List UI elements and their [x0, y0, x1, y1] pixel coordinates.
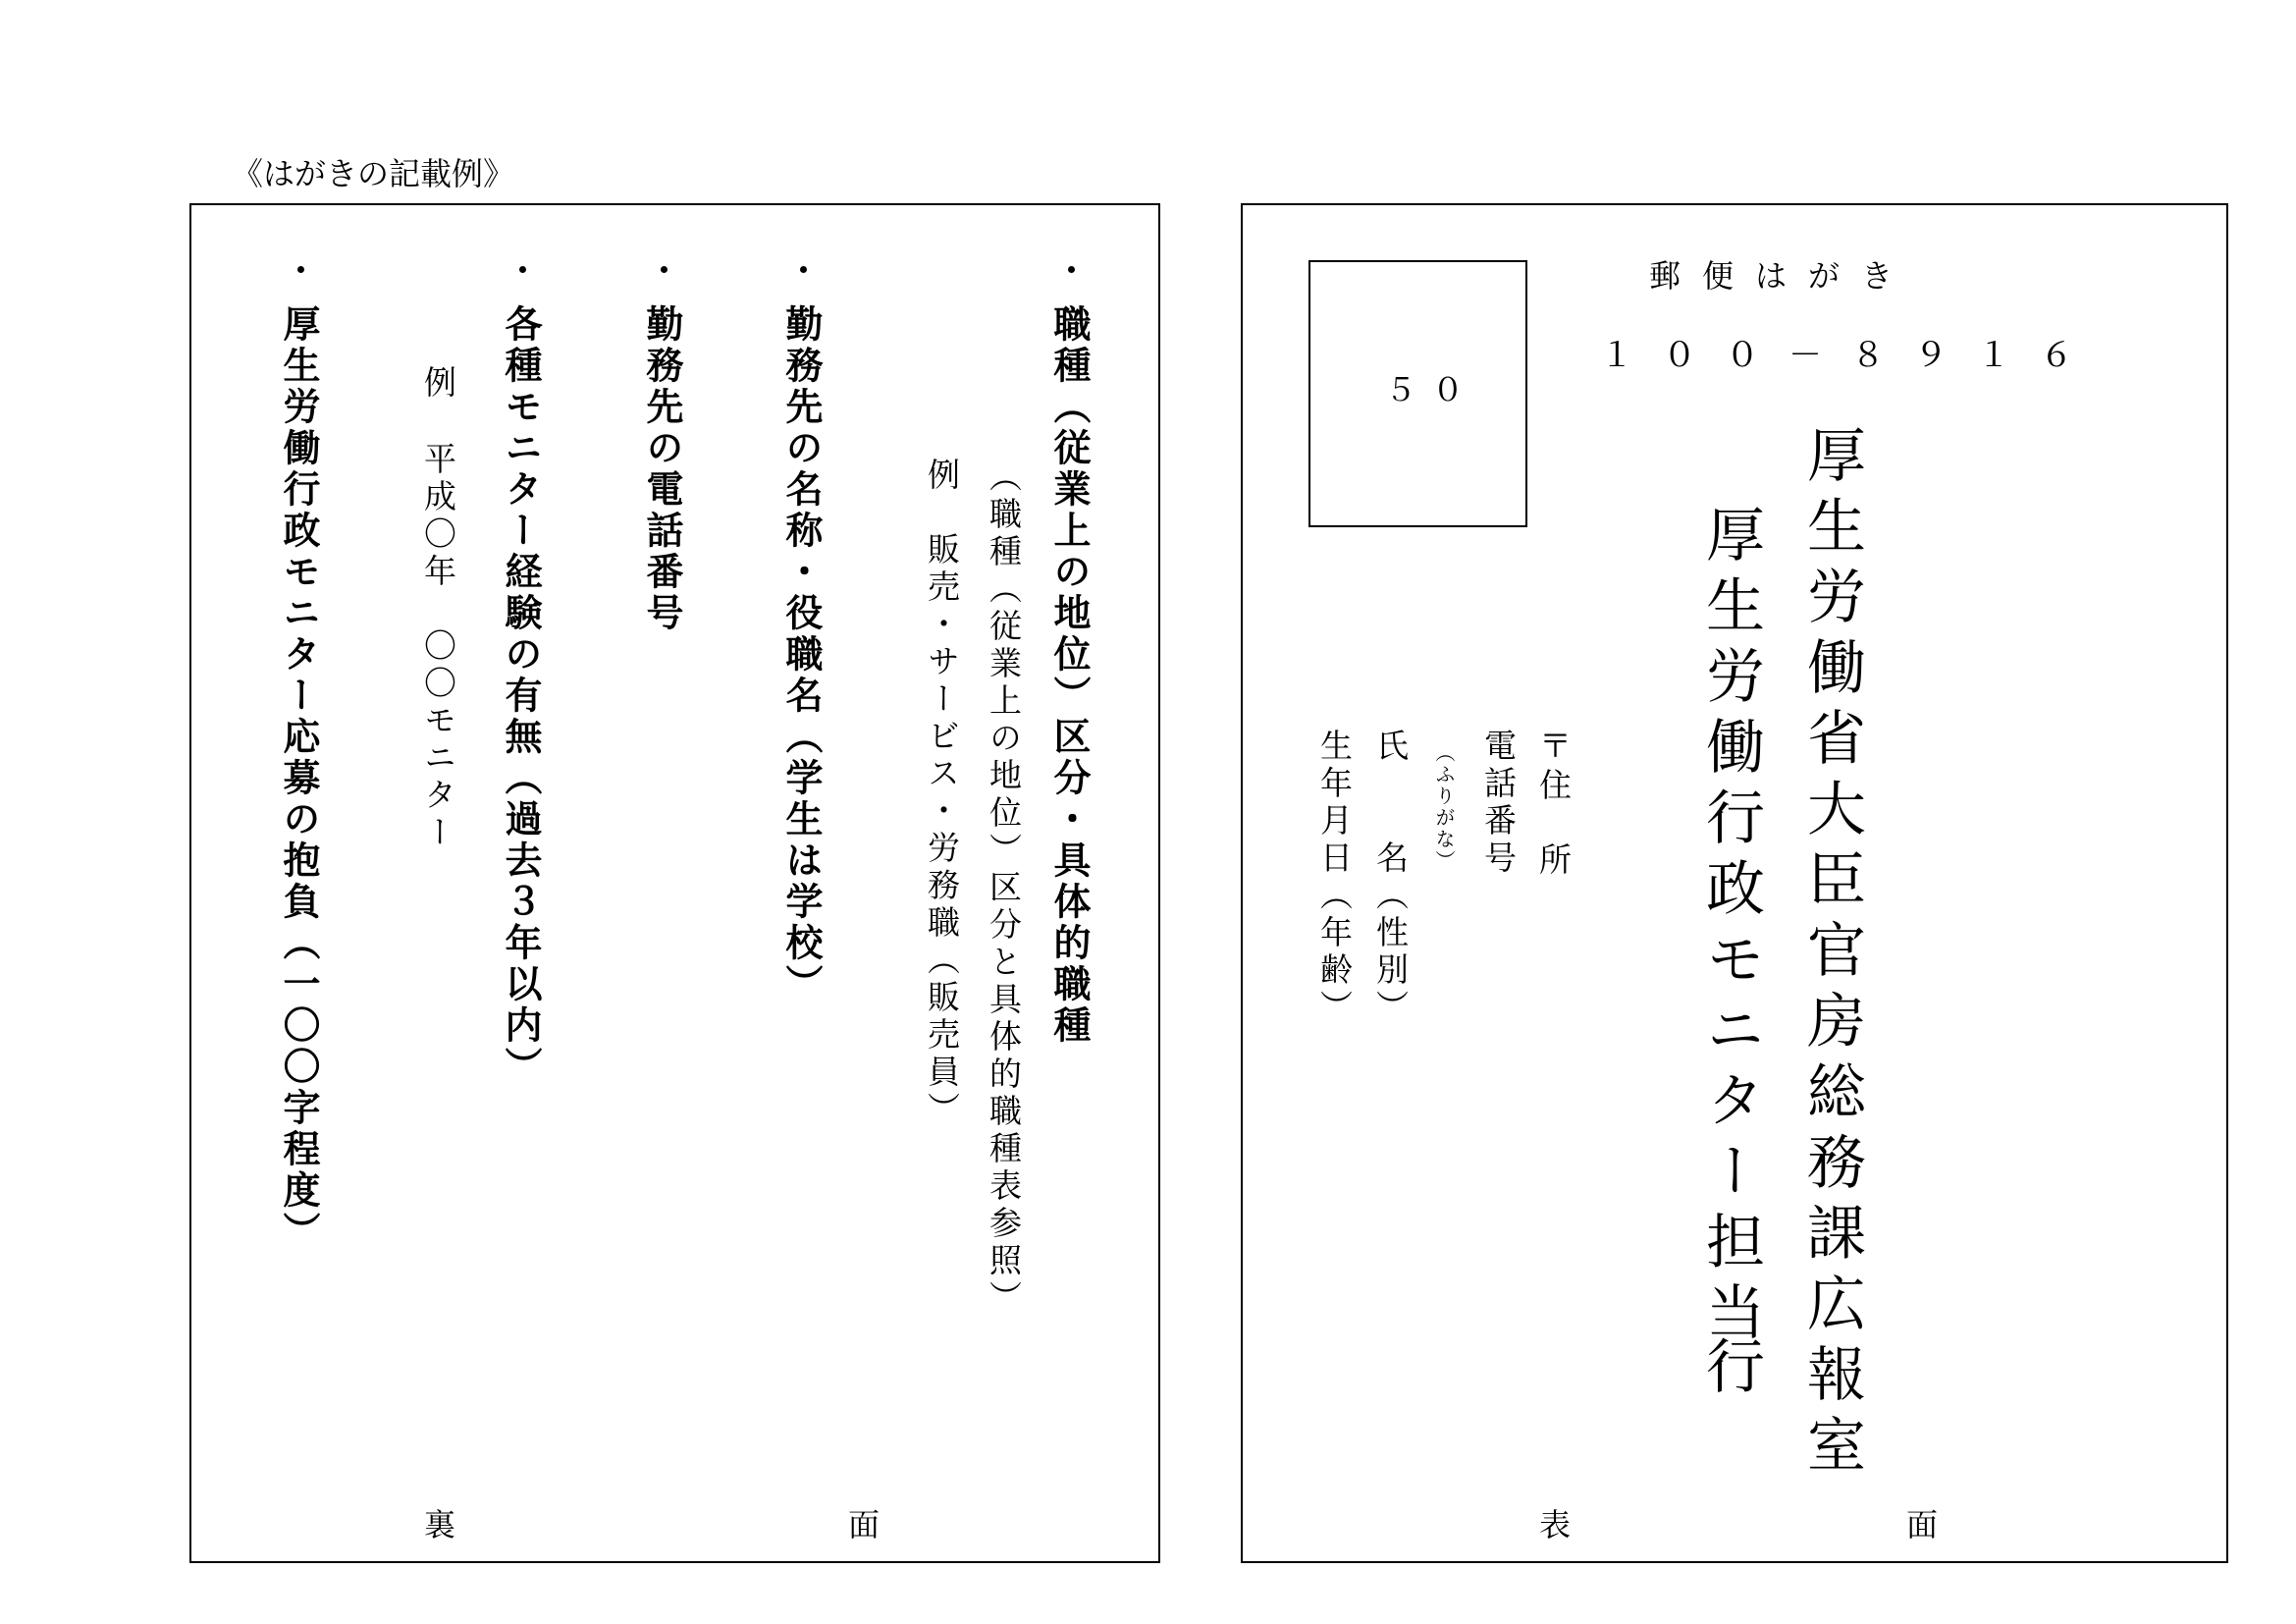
recipient-zip: １００－８９１６ [1600, 336, 2103, 375]
item-job-type-note: （職種（従業上の地位）区分と具体的職種表参照） [985, 460, 1023, 1318]
item-job-type-example: 例 販売・サービス・労務職（販売員） [923, 458, 961, 1129]
bullet [800, 266, 807, 273]
sender-furigana-label: （ふりがな） [1432, 742, 1456, 872]
stamp-value: ５０ [1385, 371, 1480, 408]
sender-birth-label: 生年月日（年齢） [1315, 729, 1354, 1027]
recipient-line2: 厚生労働行政モニター担当 [1696, 504, 1765, 1352]
postcard-header: 郵便はがき [1649, 257, 1915, 295]
sender-zip-mark: 〒 [1534, 729, 1573, 766]
item-job-type: 職種（従業上の地位）区分・具体的職種 [1047, 304, 1092, 1047]
bullet [297, 266, 304, 273]
recipient-suffix: 行 [1696, 1335, 1765, 1406]
recipient-line1: 厚生労働省大臣官房総務課広報室 [1797, 424, 1866, 1485]
item-monitor-example: 平成〇年 〇〇モニター [419, 442, 457, 852]
bullet [519, 266, 526, 273]
sender-name-label: 氏 名（性別） [1371, 729, 1410, 1027]
item-workplace-name: 勤務先の名称・役職名（学生は学校） [779, 304, 824, 1005]
item-monitor-example-label: 例 [419, 365, 457, 403]
example-caption: 《はがきの記載例》 [232, 155, 515, 192]
back-label-right: 面 [848, 1506, 881, 1543]
sender-address-label: 住 所 [1534, 768, 1573, 880]
front-label-left: 表 [1539, 1506, 1572, 1543]
front-label-right: 面 [1906, 1506, 1939, 1543]
stamp-box [1308, 260, 1527, 527]
item-workplace-phone: 勤務先の電話番号 [640, 304, 684, 634]
bullet [1068, 266, 1075, 273]
sender-phone-label: 電話番号 [1479, 729, 1518, 878]
back-label-left: 裏 [424, 1506, 456, 1543]
bullet [661, 266, 667, 273]
item-application-aspiration: 厚生労働行政モニター応募の抱負（一〇〇字程度） [277, 304, 321, 1253]
item-monitor-experience: 各種モニター経験の有無（過去３年以内） [499, 304, 543, 1088]
